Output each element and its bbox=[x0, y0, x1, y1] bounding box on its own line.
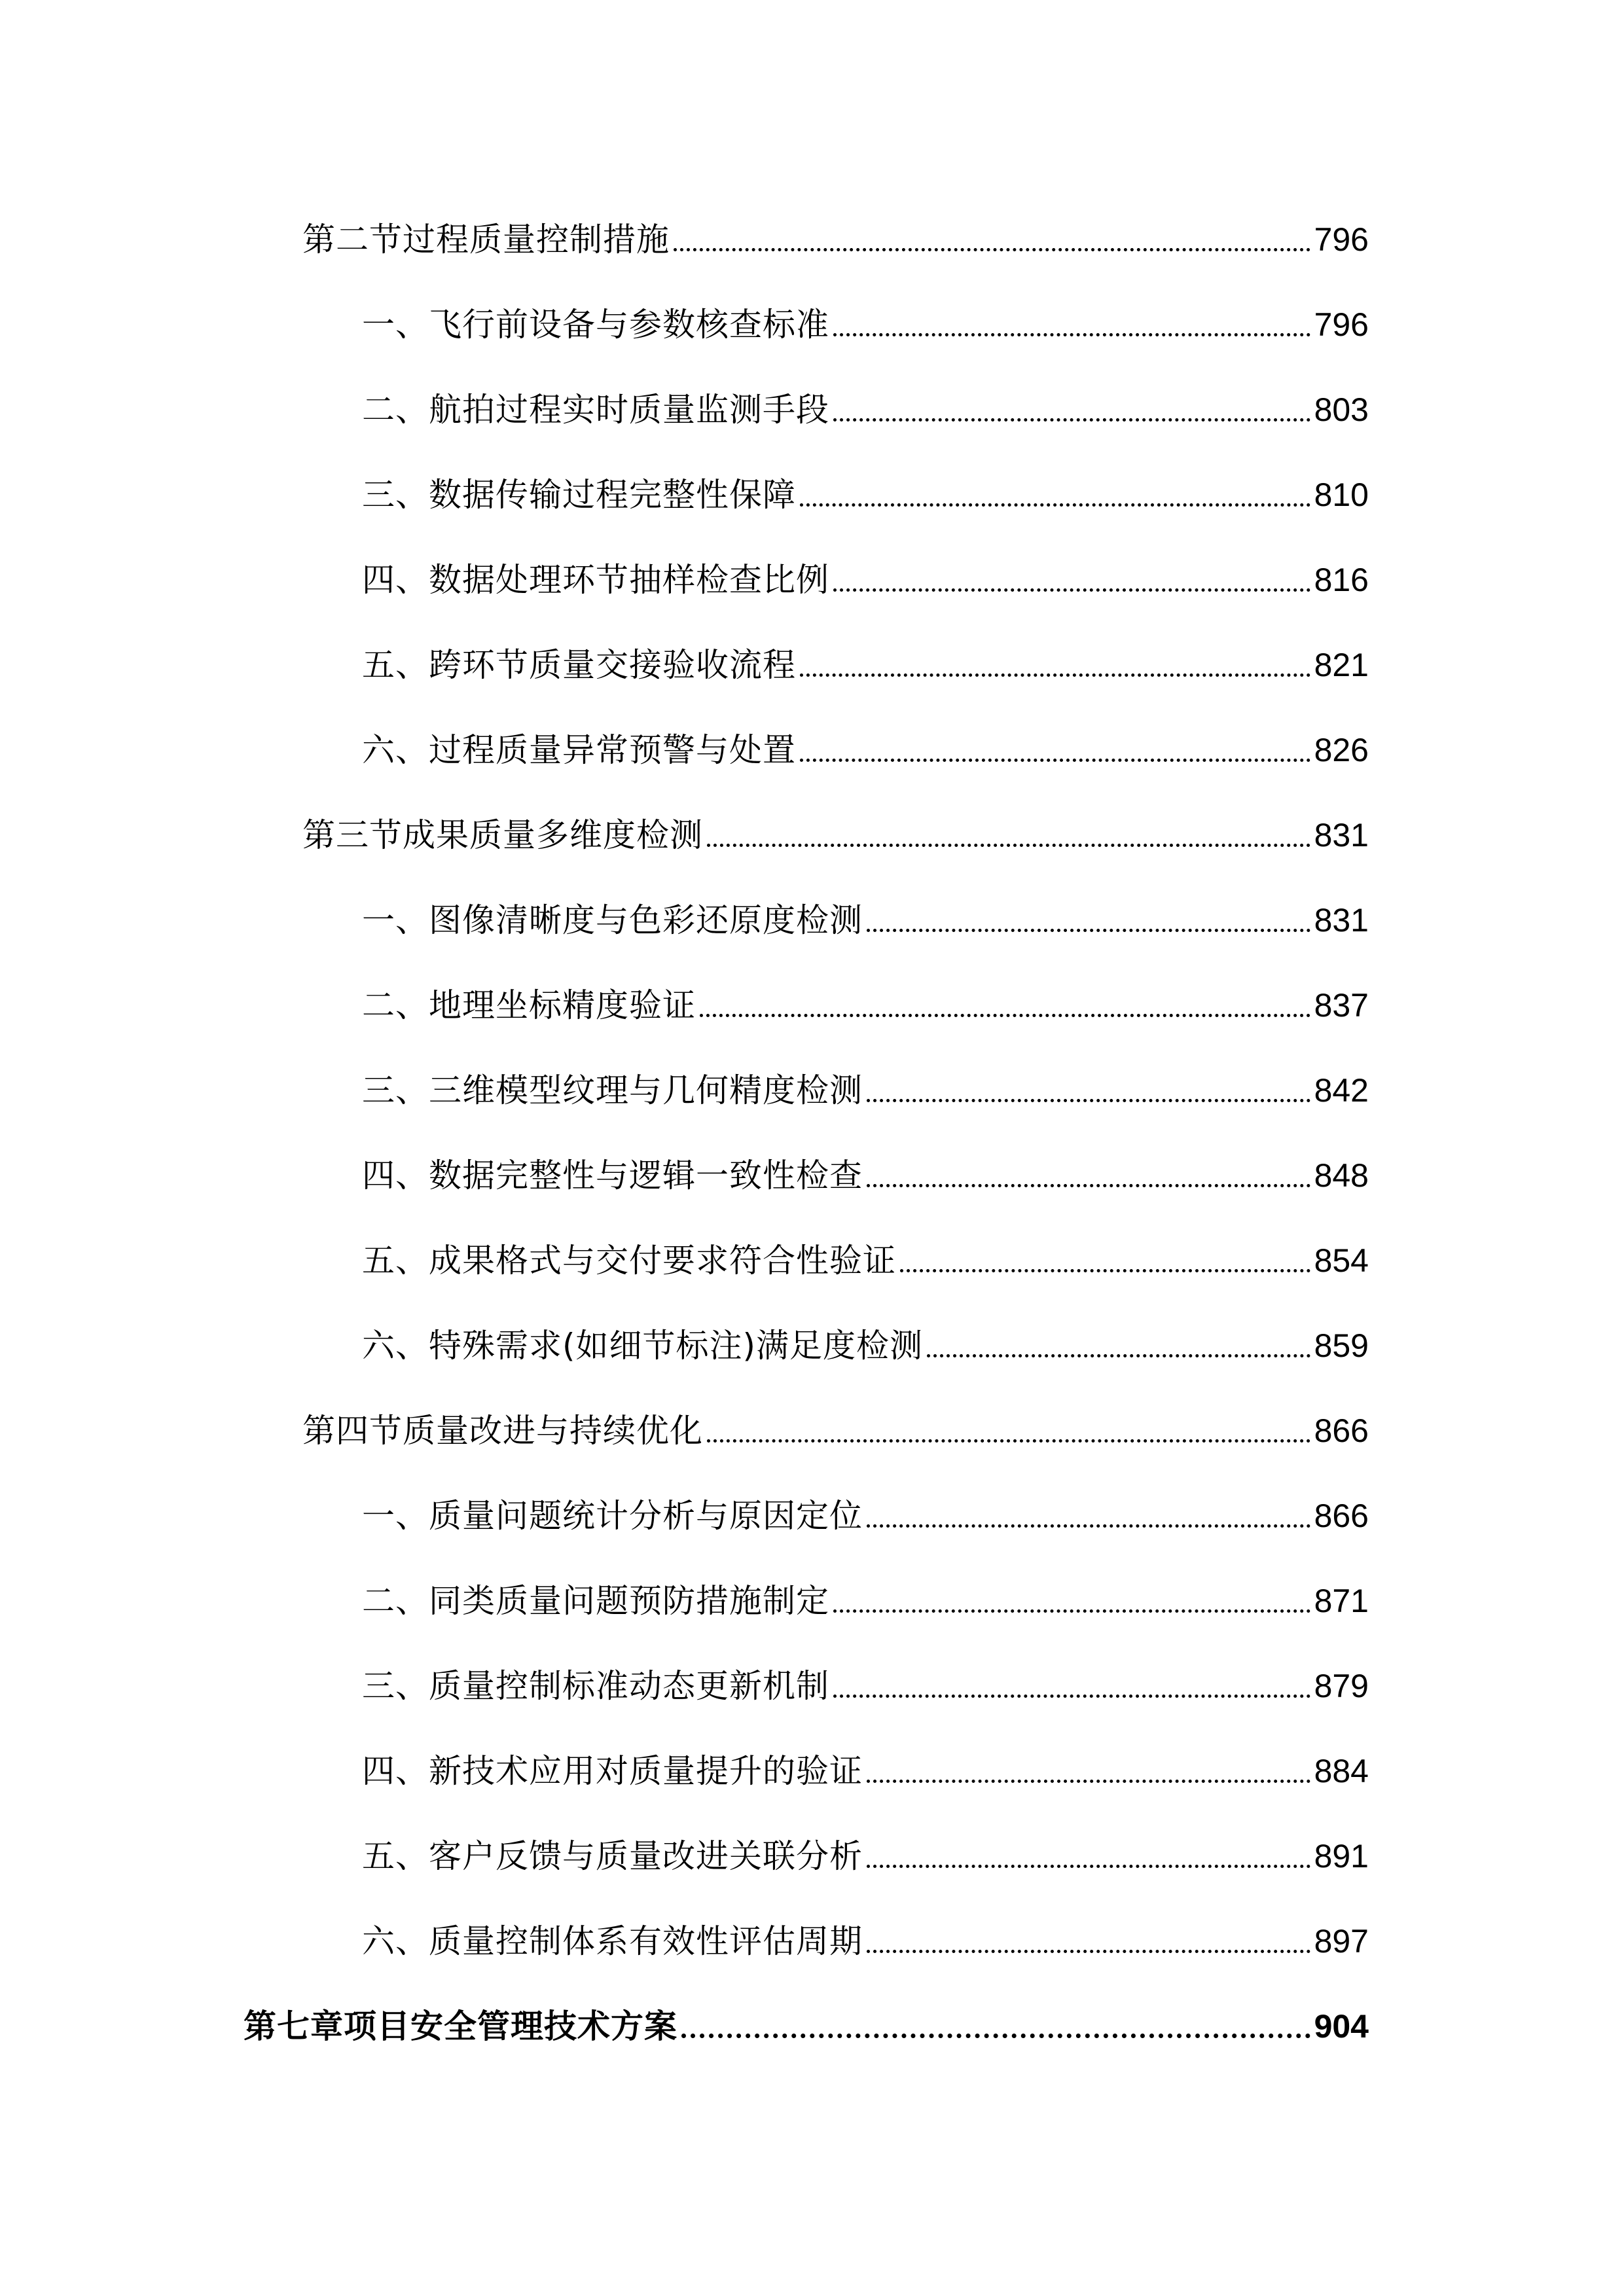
toc-entry-title: 四、新技术应用对质量提升的验证 bbox=[362, 1752, 863, 1790]
toc-entry[interactable] bbox=[362, 301, 1369, 348]
toc-page-number: 866 bbox=[1314, 1498, 1369, 1534]
toc-entry[interactable] bbox=[362, 897, 1369, 944]
toc-page-number: 871 bbox=[1314, 1583, 1369, 1619]
toc-entry-title: 五、跨环节质量交接验收流程 bbox=[362, 646, 796, 684]
toc-dot-leader bbox=[867, 1950, 1310, 1953]
toc-dot-leader bbox=[833, 588, 1310, 592]
toc-entry[interactable] bbox=[362, 641, 1369, 689]
toc-dot-leader bbox=[833, 333, 1310, 336]
toc-entry-title: 二、航拍过程实时质量监测手段 bbox=[362, 391, 829, 429]
toc-entry[interactable] bbox=[362, 1322, 1369, 1369]
toc-entry[interactable] bbox=[362, 726, 1369, 774]
toc-entry[interactable] bbox=[362, 556, 1369, 603]
toc-page-number: 897 bbox=[1314, 1923, 1369, 1960]
toc-entry[interactable] bbox=[362, 386, 1369, 433]
toc-page-number: 837 bbox=[1314, 987, 1369, 1024]
toc-entry-title: 第七章项目安全管理技术方案 bbox=[244, 2007, 677, 2045]
toc-entry-title: 第三节成果质量多维度检测 bbox=[302, 816, 703, 854]
toc-entry-title: 二、地理坐标精度验证 bbox=[362, 986, 696, 1024]
toc-entry-title: 一、图像清晰度与色彩还原度检测 bbox=[362, 901, 863, 939]
toc-page-number: 796 bbox=[1314, 306, 1369, 343]
toc-entry-title: 六、质量控制体系有效性评估周期 bbox=[362, 1922, 863, 1960]
toc-entry[interactable] bbox=[362, 1748, 1369, 1795]
toc-page-number: 866 bbox=[1314, 1412, 1369, 1449]
toc-entry[interactable] bbox=[362, 982, 1369, 1029]
toc-entry[interactable] bbox=[362, 471, 1369, 518]
toc-dot-leader bbox=[800, 673, 1310, 677]
toc-entry-section-2[interactable] bbox=[302, 216, 1369, 263]
toc-page-number: 796 bbox=[1314, 221, 1369, 258]
toc-page-number: 884 bbox=[1314, 1753, 1369, 1789]
toc-entry[interactable] bbox=[362, 1237, 1369, 1284]
toc-entry-title: 五、成果格式与交付要求符合性验证 bbox=[362, 1242, 896, 1280]
toc-entry[interactable] bbox=[362, 1152, 1369, 1199]
toc-page-number: 891 bbox=[1314, 1838, 1369, 1874]
toc-dot-leader bbox=[833, 1609, 1310, 1613]
toc-page-number: 859 bbox=[1314, 1327, 1369, 1364]
toc-entry-title: 一、飞行前设备与参数核查标准 bbox=[362, 306, 829, 344]
toc-dot-leader bbox=[700, 1014, 1310, 1017]
toc-entry-title: 三、数据传输过程完整性保障 bbox=[362, 476, 796, 514]
toc-page-number: 848 bbox=[1314, 1157, 1369, 1194]
toc-dot-leader bbox=[800, 503, 1310, 507]
toc-entry[interactable] bbox=[362, 1492, 1369, 1539]
toc-dot-leader bbox=[867, 1184, 1310, 1187]
toc-page-number: 831 bbox=[1314, 817, 1369, 853]
toc-dot-leader bbox=[900, 1269, 1310, 1272]
toc-page-number: 803 bbox=[1314, 391, 1369, 428]
toc-entry-title: 六、过程质量异常预警与处置 bbox=[362, 731, 796, 769]
toc-entry-title: 六、特殊需求(如细节标注)满足度检测 bbox=[362, 1327, 924, 1365]
toc-page-number: 842 bbox=[1314, 1072, 1369, 1109]
toc-dot-leader bbox=[707, 1439, 1310, 1443]
toc-dot-leader bbox=[867, 929, 1310, 932]
toc-entry-title: 四、数据处理环节抽样检查比例 bbox=[362, 561, 829, 599]
toc-dot-leader bbox=[867, 1099, 1310, 1102]
toc-entry-title: 五、客户反馈与质量改进关联分析 bbox=[362, 1837, 863, 1875]
toc-entry-title: 第四节质量改进与持续优化 bbox=[302, 1412, 703, 1450]
toc-dot-leader bbox=[674, 248, 1310, 251]
toc-entry[interactable] bbox=[362, 1577, 1369, 1624]
toc-entry-chapter-7[interactable] bbox=[244, 2003, 1369, 2050]
toc-entry[interactable] bbox=[362, 1067, 1369, 1114]
toc-dot-leader bbox=[927, 1354, 1310, 1357]
toc-entry-title: 三、三维模型纹理与几何精度检测 bbox=[362, 1071, 863, 1109]
toc-entry[interactable] bbox=[362, 1918, 1369, 1965]
toc-page-number: 879 bbox=[1314, 1668, 1369, 1704]
toc-page-number: 854 bbox=[1314, 1242, 1369, 1279]
toc-dot-leader bbox=[707, 844, 1310, 847]
toc-entry-section-3[interactable] bbox=[302, 812, 1369, 859]
toc-dot-leader bbox=[681, 2034, 1310, 2038]
toc-page-number: 831 bbox=[1314, 902, 1369, 939]
toc-dot-leader bbox=[833, 1695, 1310, 1698]
toc-entry-title: 第二节过程质量控制措施 bbox=[302, 221, 670, 259]
toc-dot-leader bbox=[800, 759, 1310, 762]
toc-page-number: 816 bbox=[1314, 562, 1369, 598]
toc-dot-leader bbox=[867, 1865, 1310, 1868]
toc-dot-leader bbox=[867, 1524, 1310, 1528]
toc-entry-section-4[interactable] bbox=[302, 1407, 1369, 1454]
toc-entry[interactable] bbox=[362, 1662, 1369, 1710]
toc-page-number: 821 bbox=[1314, 647, 1369, 683]
toc-page-number: 904 bbox=[1314, 2008, 1369, 2045]
toc-entry-title: 三、质量控制标准动态更新机制 bbox=[362, 1667, 829, 1705]
toc-entry-title: 二、同类质量问题预防措施制定 bbox=[362, 1582, 829, 1620]
toc-dot-leader bbox=[867, 1780, 1310, 1783]
toc-entry-title: 一、质量问题统计分析与原因定位 bbox=[362, 1497, 863, 1535]
toc-page-number: 826 bbox=[1314, 732, 1369, 768]
toc-entry[interactable] bbox=[362, 1833, 1369, 1880]
toc-dot-leader bbox=[833, 418, 1310, 422]
toc-page-number: 810 bbox=[1314, 476, 1369, 513]
toc-entry-title: 四、数据完整性与逻辑一致性检查 bbox=[362, 1157, 863, 1194]
